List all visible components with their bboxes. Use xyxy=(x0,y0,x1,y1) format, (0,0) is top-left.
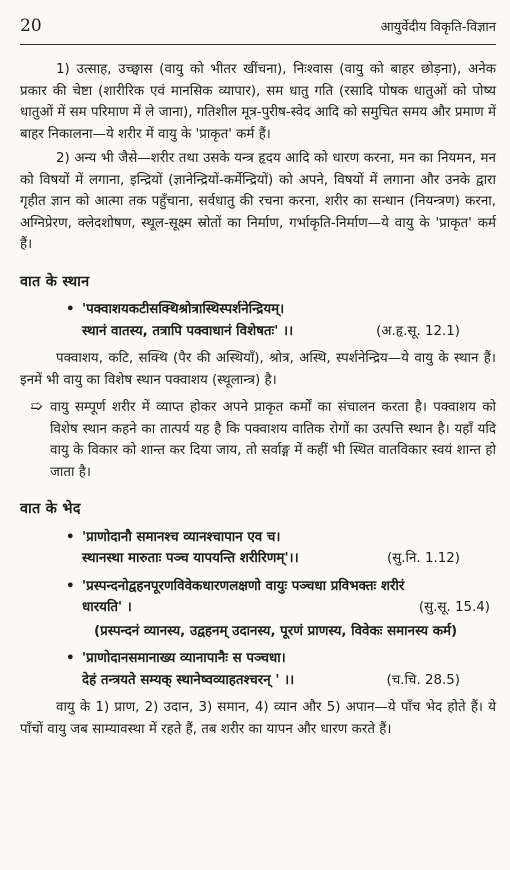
bullet-icon: • xyxy=(66,578,75,594)
section-heading-vata-sthana: वात के स्थान xyxy=(20,273,90,290)
pointing-arrow-icon: ➯ xyxy=(30,397,43,415)
verse-line: देहं तन्त्रयते सम्यक् स्थानेष्वव्याहतश्चरन् ' ।। xyxy=(82,672,295,688)
paragraph-sthana-explanation: पक्वाशय, कटि, सक्थि (पैर की अस्थियाँ), श्रोत्र, अस्थि, स्पर्शनेन्द्रिय—ये वायु के स्थान हैं। इनमें भी वायु का विशेष स्थान पक्वाशय (स्थूलान्त्र) है। xyxy=(20,351,496,388)
verse-line: 'प्राणोदानसमानाख्य व्यानापानैः स पञ्चधा। xyxy=(82,651,286,666)
verse-reference: (च.चि. 28.5) xyxy=(386,672,460,688)
section-heading-vata-bheda: वात के भेद xyxy=(20,501,81,517)
verse-reference: (अ.हृ.सू. 12.1) xyxy=(376,323,460,339)
paragraph-five-types: वायु के 1) प्राण, 2) उदान, 3) समान, 4) व्यान और 5) अपान—ये पाँच भेद होते हैं। ये पाँचों वायु जब साम्यावस्था में रहते हैं, तब शरीर का यापन और धारण करते हैं। xyxy=(20,700,496,737)
verse-line: 'पक्वाशयकटीसक्थिश्रोत्रास्थिस्पर्शनेन्द्रियम्। xyxy=(82,302,285,317)
verse-line-with-ref xyxy=(82,597,490,619)
bullet-icon: • xyxy=(66,651,75,666)
verse-block-1 xyxy=(20,527,496,570)
verse-reference: (सु.नि. 1.12) xyxy=(387,551,460,566)
verse-block-3 xyxy=(20,648,496,691)
verse-line: धारयति' । xyxy=(82,600,132,615)
verse-line-with-ref xyxy=(82,548,490,570)
running-title: आयुर्वेदीय विकृति-विज्ञान xyxy=(380,20,496,35)
page-number: 20 xyxy=(20,16,42,36)
verse-gloss: (प्रस्पन्दनं व्यानस्य, उद्वहनम् उदानस्य, पूरणं प्राणस्य, विवेकः समानस्य कर्म) xyxy=(94,623,458,639)
bullet-icon: • xyxy=(66,302,75,317)
note-text: वायु सम्पूर्ण शरीर में व्याप्त होकर अपने प्राकृत कर्मों का संचालन करता है। पक्वाशय को विशेष स्थान कहने का तात्पर्य यह है कि पक्वाशय वातिक रोगों का उत्पत्ति स्थान है। यहाँ यदि वायु के विकार को शान्त कर दिया जाय, तो सर्वाङ्ग में कहीं भी स्थित वातविकार स्वयं शान्त हो जाता है। xyxy=(50,400,496,480)
verse-block-sthana xyxy=(20,299,496,342)
verse-block-2 xyxy=(20,576,496,619)
verse-reference: (सु.सू. 15.4) xyxy=(418,600,490,615)
bullet-icon: • xyxy=(66,529,75,545)
verse-line: स्थानं वातस्य, तत्रापि पक्वाधानं विशेषतः' ।। xyxy=(82,323,294,339)
verse-line-with-ref xyxy=(82,670,490,692)
verse-line: 'प्रस्पन्दनोद्वहनपूरणविवेकधारणलक्षणो वायुः पञ्चधा प्रविभक्तः शरीरं xyxy=(82,578,405,594)
note-block xyxy=(20,397,496,483)
page-header xyxy=(20,14,496,45)
verse-line: 'प्राणोदानौ समानश्च व्यानश्चापान एव च। xyxy=(82,529,281,545)
paragraph-natural-functions-1: 1) उत्साह, उच्छ्वास (वायु को भीतर खींचना), निःश्वास (वायु को बाहर छोड़ना), अनेक प्रकार की चेष्टा (शारीरिक एवं मानसिक व्यापार), सम धातु गति (रसादि पोषक धातुओं को पोष्य धातुओं में सम परिमाण में ले जाना), गतिशील मूत्र-पुरीष-स्वेद आदि को समुचित समय और प्रमाण में बाहर निकालना—ये शरीर में वायु के 'प्राकृत' कर्म हैं। xyxy=(20,62,496,142)
verse-line: स्थानस्था मारुताः पञ्च यापयन्ति शरीरिणम्'।। xyxy=(82,551,299,566)
paragraph-natural-functions-2: 2) अन्य भी जैसे—शरीर तथा उसके यन्त्र हृदय आदि को धारण करना, मन का नियमन, मन को विषयों में लगाना, इन्द्रियों (ज्ञानेन्द्रियों-कर्मेन्द्रियों) को अपने, विषयों में लगाना और उनके द्वारा गृहीत ज्ञान को आत्मा तक पहुँचाना, सर्वधातु की रचना करना, शरीर का सन्धान (नियन्त्रण) करना, अग्निप्रेरण, क्लेदशोषण, स्थूल-सूक्ष्म स्रोतों का निर्माण, गर्भाकृति-निर्माण—ये वायु के 'प्राकृत' कर्म हैं। xyxy=(20,151,496,252)
verse-line-with-ref xyxy=(82,321,490,343)
